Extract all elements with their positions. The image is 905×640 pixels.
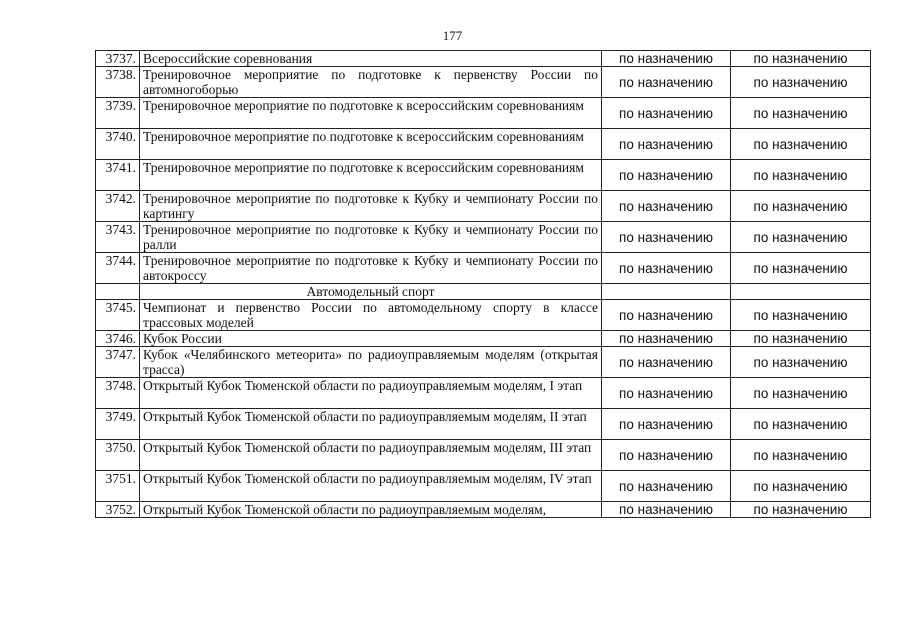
row-number: 3742. [96,191,140,222]
event-name: Открытый Кубок Тюменской области по радиоуправляемым моделям, I этап [140,378,602,409]
event-name: Тренировочное мероприятие по подготовке к всероссийским соревнованиям [140,129,602,160]
section-blank [96,284,140,300]
section-title: Автомодельный спорт [140,284,602,300]
table-row [96,378,871,409]
place-cell: по назначению [731,51,871,67]
row-number: 3746. [96,331,140,347]
date-cell: по назначению [602,471,731,502]
table-row [96,409,871,440]
events-table [95,50,871,518]
place-cell: по назначению [731,253,871,284]
row-number: 3749. [96,409,140,440]
place-cell: по назначению [731,67,871,98]
date-cell: по назначению [602,502,731,518]
page-number: 177 [442,28,463,43]
date-cell: по назначению [602,129,731,160]
date-cell: по назначению [602,300,731,331]
place-cell: по назначению [731,378,871,409]
section-blank [602,284,731,300]
table-row [96,347,871,378]
date-cell: по назначению [602,409,731,440]
event-name: Тренировочное мероприятие по подготовке к Кубку и чемпионату России по автокроссу [140,253,602,284]
place-cell: по назначению [731,191,871,222]
row-number: 3751. [96,471,140,502]
event-name: Открытый Кубок Тюменской области по радиоуправляемым моделям, II этап [140,409,602,440]
date-cell: по назначению [602,440,731,471]
event-name: Всероссийские соревнования [140,51,602,67]
table-row [96,160,871,191]
date-cell: по назначению [602,98,731,129]
place-cell: по назначению [731,331,871,347]
event-name: Открытый Кубок Тюменской области по радиоуправляемым моделям, III этап [140,440,602,471]
table-row [96,253,871,284]
place-cell: по назначению [731,160,871,191]
section-row [96,284,871,300]
event-name: Кубок России [140,331,602,347]
row-number: 3752. [96,502,140,518]
date-cell: по назначению [602,51,731,67]
date-cell: по назначению [602,378,731,409]
table-row [96,331,871,347]
place-cell: по назначению [731,471,871,502]
date-cell: по назначению [602,222,731,253]
table-row [96,440,871,471]
event-name: Тренировочное мероприятие по подготовке к Кубку и чемпионату России по ралли [140,222,602,253]
event-name: Тренировочное мероприятие по подготовке к первенству России по автомногоборью [140,67,602,98]
event-name: Тренировочное мероприятие по подготовке к всероссийским соревнованиям [140,160,602,191]
place-cell: по назначению [731,502,871,518]
event-name: Открытый Кубок Тюменской области по радиоуправляемым моделям, [140,502,602,518]
place-cell: по назначению [731,440,871,471]
place-cell: по назначению [731,98,871,129]
section-blank [731,284,871,300]
table-row [96,51,871,67]
row-number: 3743. [96,222,140,253]
place-cell: по назначению [731,347,871,378]
date-cell: по назначению [602,191,731,222]
table-row [96,300,871,331]
event-name: Чемпионат и первенство России по автомодельному спорту в классе трассовых моделей [140,300,602,331]
date-cell: по назначению [602,347,731,378]
row-number: 3748. [96,378,140,409]
date-cell: по назначению [602,67,731,98]
place-cell: по назначению [731,222,871,253]
event-name: Тренировочное мероприятие по подготовке к всероссийским соревнованиям [140,98,602,129]
table-row [96,191,871,222]
row-number: 3738. [96,67,140,98]
place-cell: по назначению [731,300,871,331]
place-cell: по назначению [731,409,871,440]
row-number: 3737. [96,51,140,67]
date-cell: по назначению [602,253,731,284]
table-row [96,471,871,502]
row-number: 3740. [96,129,140,160]
table-row [96,222,871,253]
row-number: 3745. [96,300,140,331]
date-cell: по назначению [602,331,731,347]
table-row [96,502,871,518]
table-row [96,67,871,98]
event-name: Кубок «Челябинского метеорита» по радиоуправляемым моделям (открытая трасса) [140,347,602,378]
row-number: 3739. [96,98,140,129]
place-cell: по назначению [731,129,871,160]
row-number: 3744. [96,253,140,284]
date-cell: по назначению [602,160,731,191]
table-row [96,129,871,160]
event-name: Открытый Кубок Тюменской области по радиоуправляемым моделям, IV этап [140,471,602,502]
row-number: 3741. [96,160,140,191]
row-number: 3747. [96,347,140,378]
row-number: 3750. [96,440,140,471]
event-name: Тренировочное мероприятие по подготовке к Кубку и чемпионату России по картингу [140,191,602,222]
table-row [96,98,871,129]
